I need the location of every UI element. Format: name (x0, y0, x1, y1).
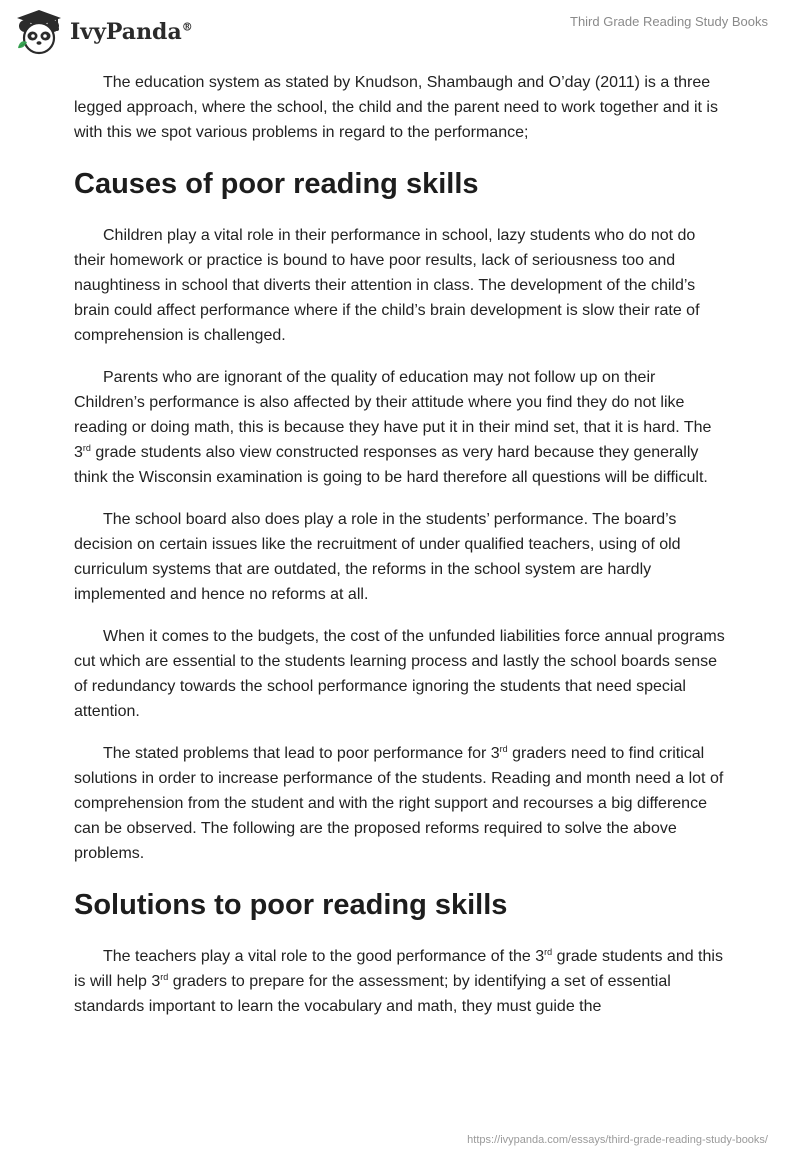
page-header (0, 0, 800, 70)
paragraph-school-board: The school board also does play a role in the students’ performance. The board’s decision on certain issues like the recruitment of under qualified teachers, using of old curriculum systems that are outdated, the reforms in the school system are hardly implemented and hence no reforms at all. (74, 511, 681, 603)
panda-mascot-icon (14, 8, 64, 56)
ivypanda-logo[interactable] (14, 8, 193, 56)
paragraph-budgets: When it comes to the budgets, the cost of the unfunded liabilities force annual programs cut which are essential to the students learning process and lastly the school boards sense of redundancy towards the school performance ignoring the students that need special attention. (74, 628, 725, 720)
source-url-link[interactable]: https://ivypanda.com/essays/third-grade-reading-study-books/ (467, 1134, 768, 1146)
article-body (74, 70, 726, 1036)
paragraph-parents: Parents who are ignorant of the quality of education may not follow up on their Children’s performance is also affected by their attitude where you find they do not like reading or doing math, this is because they have put it in their mind set, that it is hard. The 3rd grade students also view constructed responses as very hard because they generally think the Wisconsin examination is going to be hard therefore all questions will be difficult. (74, 369, 712, 486)
paragraph-problems: The stated problems that lead to poor performance for 3rd graders need to find critical solutions in order to increase performance of the students. Reading and month need a lot of comprehension from the student and with the right support and recourses a big difference can be observed. The following are the proposed reforms required to solve the above problems. (74, 744, 724, 862)
heading-solutions: Solutions to poor reading skills (74, 889, 508, 921)
brand-name: IvyPanda® (70, 19, 193, 45)
document-title: Third Grade Reading Study Books (570, 14, 768, 29)
paragraph-children: Children play a vital role in their performance in school, lazy students who do not do their homework or practice is bound to have poor results, lack of seriousness too and naughtiness in school that diverts their attention in class. The development of the child’s brain could affect performance where if the child’s brain development is slow their rate of comprehension is challenged. (74, 227, 700, 344)
heading-causes: Causes of poor reading skills (74, 168, 479, 200)
intro-paragraph: The education system as stated by Knudson, Shambaugh and O’day (2011) is a three legged approach, where the school, the child and the parent need to work together and it is with this we spot various problems in regard to the performance; (74, 74, 718, 141)
trademark-symbol: ® (181, 20, 193, 34)
paragraph-teachers: The teachers play a vital role to the good performance of the 3rd grade students and this is will help 3rd graders to prepare for the assessment; by identifying a set of essential standards important to learn the vocabulary and math, they must guide the (74, 947, 723, 1015)
